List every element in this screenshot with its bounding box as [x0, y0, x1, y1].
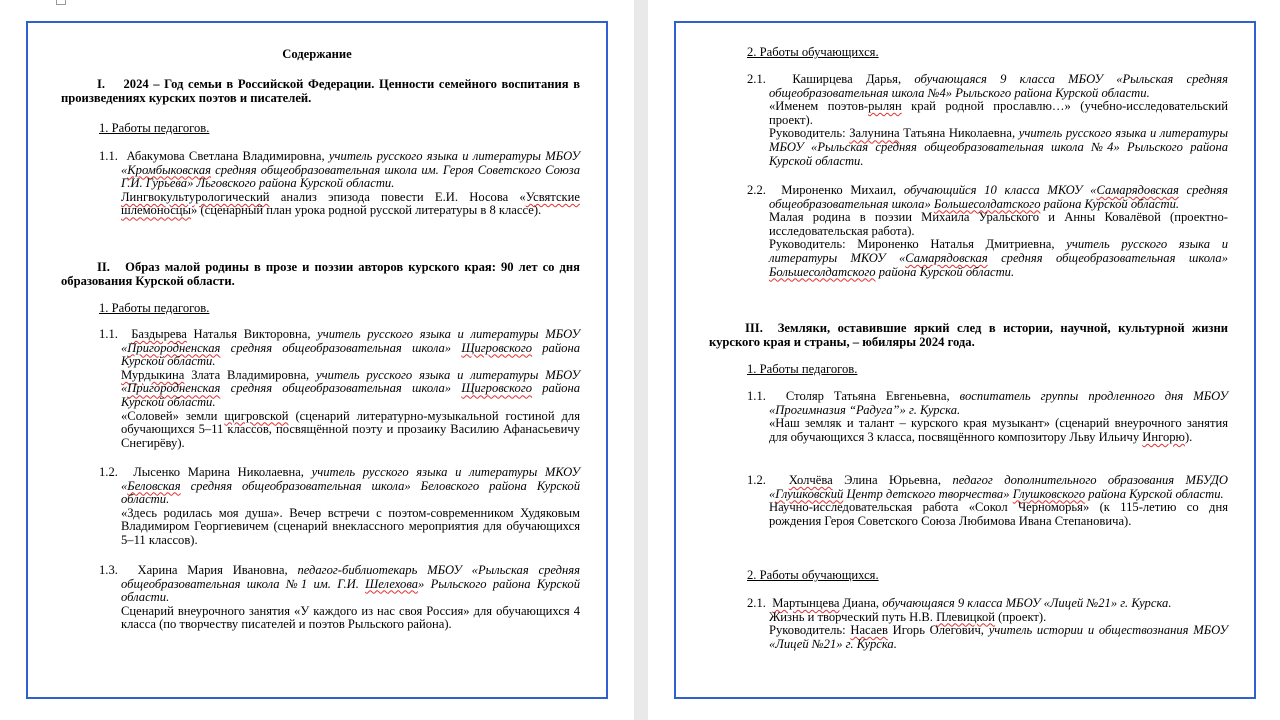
entry-work-title: Лингвокультурологический анализ эпизода повести Е.И. Носова «Усвятские шлемоносцы» (сценарный план урока родной русской литературы в 8 классе).: [121, 189, 580, 218]
entry-number: 2.1.: [747, 72, 766, 86]
entry-affiliation: обучающийся 10 класса МКОУ «Самарядовская средняя общеобразовательная школа» Большесолдатского района Курской области.: [769, 183, 1229, 211]
section-heading-3: [709, 322, 1228, 349]
entry-work-title: «Здесь родилась моя душа». Вечер встречи с поэтом-современником Худяковым Владимиром Георгиевичем (сценарий внеклассного мероприятия для обучающихся 5–11 классов).: [121, 505, 580, 547]
toc-entry-2-2-2: [747, 184, 1228, 279]
entry-author: Баздырева Наталья Викторовна,: [131, 327, 311, 341]
entry-number: 2.2.: [747, 183, 766, 197]
entry-affiliation: обучающаяся 9 класса МБОУ «Рыльская средняя общеобразовательная школа №4» Рыльского района Курской области.: [769, 72, 1228, 100]
toc-entry-1-1-1: [99, 150, 580, 218]
entry-number: 2.1.: [747, 596, 766, 610]
entry-author: Мироненко Михаил,: [781, 183, 897, 197]
subsection-students-works: 2. Работы обучающихся.: [747, 45, 879, 59]
section-number: II.: [97, 260, 110, 274]
entry-work-title: Научно-исследовательская работа «Сокол Черноморья» (к 115-летию со дня рождения Героя Советского Союза Любимова Ивана Степановича).: [769, 500, 1228, 528]
entry-work-title: «Наш земляк и талант – курского края музыкант» (сценарий внеурочного занятия для обучающихся 3 класса, посвящённого композитору Льву Ильичу Ингорю).: [769, 416, 1228, 444]
entry-affiliation: педагог дополнительного образования МБУДО «Глушковский Центр детского творчества» Глушковского района Курской области.: [769, 473, 1229, 501]
subsection-teachers-works: 1. Работы педагогов.: [747, 362, 858, 376]
entry-affiliation: учитель русского языка и литературы МБОУ «Пригородненская средняя общеобразовательная школа» Щигровского района Курской области.: [121, 327, 580, 369]
entry-number: 1.1.: [99, 327, 118, 341]
toc-entry-3-1-1: [747, 390, 1228, 444]
subsection-students-works: 2. Работы обучающихся.: [747, 568, 879, 582]
toc-entry-3-2-1: [747, 597, 1228, 651]
entry-number: 1.3.: [99, 563, 118, 577]
section-number: I.: [97, 77, 106, 91]
entry-number: 1.1.: [747, 389, 766, 403]
section-title: Земляки, оставившие яркий след в истории, научной, культурной жизни курского края и страны, – юбиляры 2024 года.: [709, 321, 1229, 349]
entry-supervisor: Руководитель: Залунина Татьяна Николаевна, учитель русского языка и литературы МБОУ «Рыльская средняя общеобразовательная школа №4» Рыльского района Курской области.: [769, 126, 1228, 168]
entry-affiliation: педагог-библиотекарь МБОУ «Рыльская средняя общеобразовательная школа №1 им. Г.И. Шелехова» Рыльского района Курской области.: [121, 563, 580, 605]
entry-author: Холчёва Элина Юрьевна,: [788, 473, 942, 487]
toc-entry-3-1-2: [747, 474, 1228, 528]
toc-entry-2-1-1: [99, 328, 580, 450]
document-page-left: [0, 0, 634, 720]
entry-author: Мартынцева Диана,: [772, 596, 880, 610]
entry-author-2: Мурдыкина Злата Владимировна,: [121, 367, 310, 382]
entry-affiliation-2: учитель русского языка и литературы МБОУ «Пригородненская средняя общеобразовательная школа» Щигровского района Курской области.: [121, 367, 580, 409]
document-page-right: [648, 0, 1280, 720]
entry-work-title: «Именем поэтов-рылян край родной прославлю…» (учебно-исследовательский проект).: [769, 99, 1228, 127]
contents-title: Содержание: [282, 47, 352, 61]
entry-affiliation: учитель русского языка и литературы МБОУ «Кромбыковская средняя общеобразовательная школа им. Героя Советского Союза Г.И. Гурьева» Льговского района Курской области.: [121, 149, 580, 191]
entry-author: Лысенко Марина Николаевна,: [133, 465, 304, 479]
toc-entry-2-1-2: [99, 466, 580, 548]
section-title: 2024 – Год семьи в Российской Федерации. Ценности семейного воспитания в произведениях курских поэтов и писателей.: [61, 77, 580, 105]
entry-number: 1.1.: [99, 149, 118, 163]
entry-work-title: Малая родина в поэзии Михаила Уральского и Анны Ковалёвой (проектно-исследовательская работа).: [769, 210, 1228, 238]
toc-entry-2-1-3: [99, 564, 580, 632]
entry-author: Столяр Татьяна Евгеньевна,: [785, 389, 950, 403]
toc-entry-2-2-1: [747, 73, 1228, 168]
entry-author: Абакумова Светлана Владимировна,: [126, 149, 325, 163]
section-heading-2: [61, 261, 580, 288]
page-border-frame: [674, 21, 1256, 699]
entry-work-title: «Соловей» земли щигровской (сценарий литературно-музыкальной гостиной для обучающихся 5–11 классов, посвящённой поэту и прозаику Василию Афанасьевичу Снегирёву).: [121, 408, 581, 450]
entry-work-title: Жизнь и творческий путь Н.В. Плевицкой (проект).: [769, 609, 1047, 624]
section-number: III.: [745, 321, 763, 335]
entry-number: 1.2.: [99, 465, 118, 479]
entry-author: Харина Мария Ивановна,: [137, 563, 288, 577]
page-corner-mark: [56, 0, 66, 5]
entry-supervisor: Руководитель: Насаев Игорь Олегович, учитель истории и обществознания МБОУ «Лицей №21» г. Курска.: [769, 623, 1228, 651]
entry-supervisor: Руководитель: Мироненко Наталья Дмитриевна, учитель русского языка и литературы МКОУ «Самарядовская средняя общеобразовательная школа» Большесолдатского района Курской области.: [769, 237, 1228, 279]
entry-work-title: Сценарий внеурочного занятия «У каждого из нас своя Россия» для обучающихся 4 класса (по творчеству писателей и поэтов Рыльского района).: [121, 603, 580, 632]
section-title: Образ малой родины в прозе и поэзии авторов курского края: 90 лет со дня образования Курской области.: [61, 260, 580, 288]
subsection-teachers-works: 1. Работы педагогов.: [99, 121, 210, 135]
entry-affiliation: воспитатель группы продленного дня МБОУ «Прогимназия “Радуга”» г. Курска.: [769, 389, 1229, 417]
entry-number: 1.2.: [747, 473, 766, 487]
entry-affiliation: обучающаяся 9 класса МБОУ «Лицей №21» г. Курска.: [882, 596, 1172, 610]
entry-affiliation: учитель русского языка и литературы МКОУ «Беловская средняя общеобразовательная школа» Беловского района Курской области.: [121, 465, 581, 507]
section-heading-1: [61, 78, 580, 105]
entry-author: Каширцева Дарья,: [792, 72, 902, 86]
subsection-teachers-works: 1. Работы педагогов.: [99, 301, 210, 315]
page-border-frame: [26, 21, 608, 699]
